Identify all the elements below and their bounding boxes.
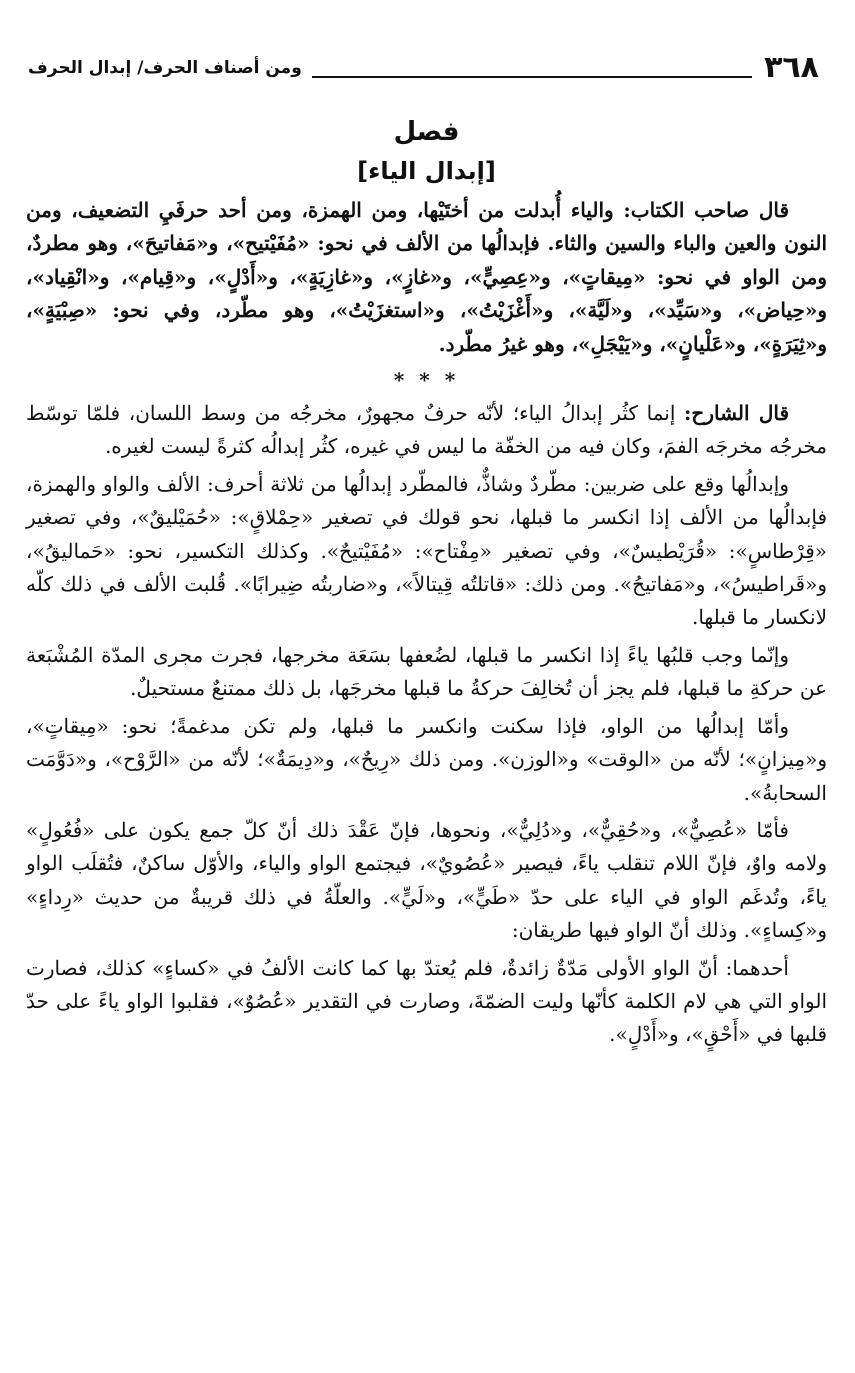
header-rule <box>312 76 752 78</box>
page-content <box>26 112 827 1058</box>
base-text-paragraph: قال صاحب الكتاب: والياء أُبدلت من أختَيْها، ومن الهمزة، ومن أحد حرفَيِ التضعيف، ومن النون والعين والباء والسين والثاء. فإبدالُها من الألف في نحو: «مُفَيْتيح»، و«مَفاتيحَ»، وهو مطردٌ، ومن الواو في نحو: «مِيقاتٍ»، و«عِصِيٍّ»، و«غازٍ»، و«غازِيَةٍ»، و«أَدْلٍ»، و«قِيام»، و«انْقِياد»، و«حِياض»، و«سَيِّد»، و«لَيَّة»، و«أَغْزَيْتُ»، و«استغزَيْتُ»، وهو مطّرد، وفي نحو: «صِبْيَةٍ»، و«ثِيَرَةٍ»، و«عَلْيانٍ»، و«يَيْجَلِ»، وهو غيرُ مطّرد. <box>26 198 827 356</box>
commentary-paragraph-3: وإنّما وجب قلبُها ياءً إذا انكسر ما قبلها، لضُعفها بسَعَة مخرجها، فجرت مجرى المدّة المُشْبَعة عن حركةِ ما قبلها، فلم يجز أن تُخالِفَ حركةُ ما قبلها مخرجَها، بل ذلك ممتنعٌ مستحيلٌ. <box>26 642 827 701</box>
page-number: ٣٦٨ <box>764 50 819 85</box>
commentary-paragraph-2: وإبدالُها وقع على ضربين: مطّردٌ وشاذٌّ، فالمطّرد إبدالُها من ثلاثة أحرف: الألف والواو والهمزة، فإبدالُها من الألف إذا انكسر ما قبلها، نحو قولك في تصغير «حِمْلاقٍ»: «حُمَيْليقٌ»، وفي تصغير «قِرْطاسٍ»: «قُرَيْطيسٌ»، وفي تصغير «مِفْتاح»: «مُفَيْتيحٌ». وكذلك التكسير، نحو: «حَماليقُ»، و«قَراطيسُ»، و«مَفاتيحُ». ومن ذلك: «قاتلتُه قِيتالاً»، و«ضاربتُه ضِيرابًا». قُلبت الألف في ذلك كلّه لانكسار ما قبلها. <box>26 471 828 630</box>
commentary-paragraph-6: أحدهما: أنّ الواو الأولى مَدّةٌ زائدةٌ، فلم يُعتدّ بها كما كانت الألفُ في «كساءٍ» كذلك، فصارت الواو التي هي لام الكلمة كأنّها وليت الضمّةَ، وصارت في التقدير «عُصُوٌ»، فقلبوا الواو ياءً على حدّ قلبها في «أَحْقٍ»، و«أَدْلٍ». <box>26 955 827 1047</box>
commentary-paragraph-1 <box>26 397 827 464</box>
commentary-text-1: إنما كثُر إبدالُ الياء؛ لأنّه حرفٌ مجهورٌ، مخرجُه من وسط اللسان، فلمّا توسّط مخرجُه مخرجَه الفمَ، وكان فيه من الخفّة ما ليس في غيره، كثُر إبدالُه كثرةً ليست لغيره. <box>26 401 827 459</box>
running-head: ومن أصناف الحرف/ إبدال الحرف <box>28 58 302 78</box>
commentary-paragraph-4: وأمّا إبدالُها من الواو، فإذا سكنت وانكسر ما قبلها، ولم تكن مدغمةً؛ نحو: «مِيقاتٍ»، و«مِيزانٍ»؛ لأنّه من «الوقت» و«الوزن». ومن ذلك «رِيحٌ»، و«دِيمَةٌ»؛ لأنّه من «الرَّوْح»، و«دَوَّمَت السحابةُ». <box>26 713 827 805</box>
commentator-label: قال الشارح: <box>684 401 790 426</box>
commentary-paragraph-5: فأمّا «عُصِيٌّ»، و«حُقِيٌّ»، و«دُلِيٌّ»، ونحوها، فإنّ عَقْدَ ذلك أنّ كلّ جمع يكون على «فُعُولٍ» ولامه واوٌ، فإنّ اللام تنقلب ياءً، فيصير «عُصُويٌ»، فيجتمع الواو والياء، والأوّل ساكنٌ، فتُقلَب الواو ياءً، وتُدغَم الواو في الياء على حدّ «طَيٍّ»، و«لَيٍّ». والعلّةُ في ذلك قريبةٌ من حديث «رِداءٍ» و«كِساءٍ». وذلك أنّ الواو فيها طريقان: <box>26 817 827 943</box>
section-subtitle: [إبدال الياء] <box>357 157 496 185</box>
section-title: فصل <box>393 117 460 147</box>
page-header <box>28 48 819 88</box>
section-separator: * * * <box>393 368 460 393</box>
